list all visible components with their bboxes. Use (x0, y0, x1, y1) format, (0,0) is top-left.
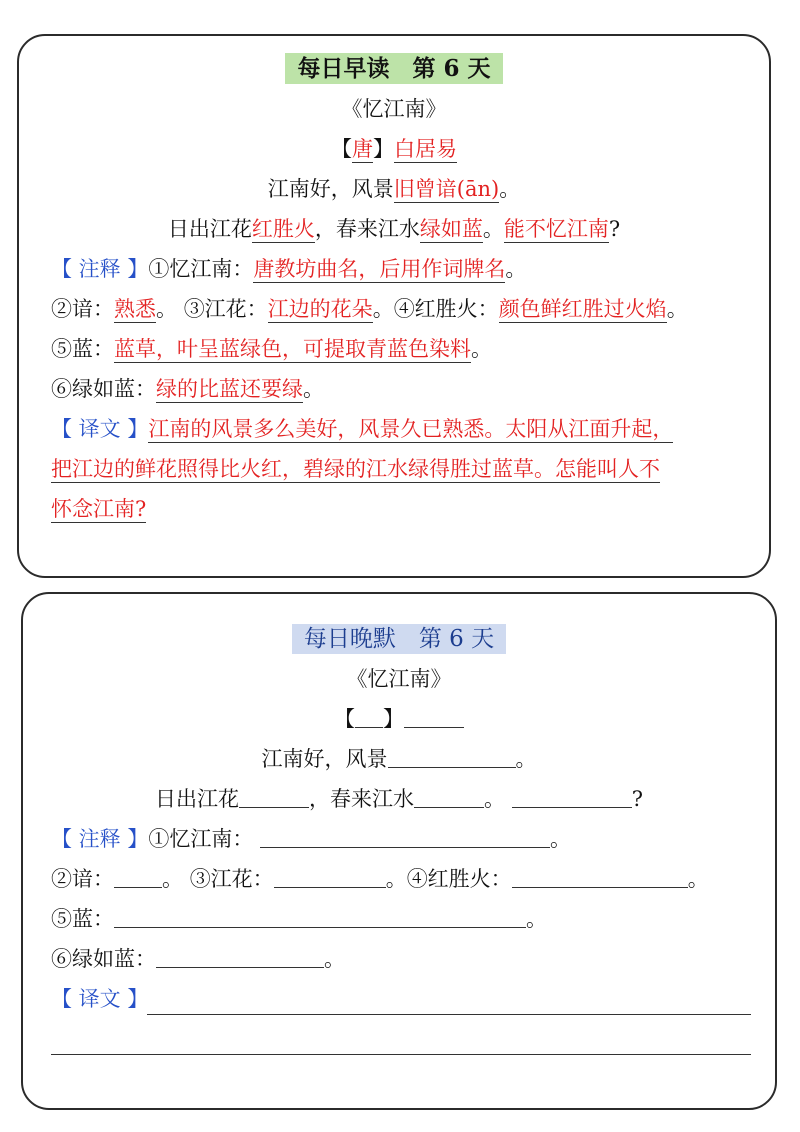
translation-3: 怀念江南? (51, 497, 147, 521)
answer-blank[interactable] (156, 947, 324, 968)
author-blank[interactable] (404, 707, 464, 728)
note-2-4: ②谙：熟悉。 ③江花：江边的花朵。④红胜火：颜色鲜红胜过火焰。 (51, 297, 688, 321)
poem-title: 《忆江南》 (341, 97, 447, 121)
translation-line (51, 984, 148, 1014)
note-6: ⑥绿如蓝：绿的比蓝还要绿。 (51, 377, 324, 401)
translation-label: 【 译文 】 (51, 417, 149, 441)
author-line: 【唐】白居易 (331, 137, 457, 161)
dynasty: 唐 (352, 137, 373, 161)
note-6: ⑥绿如蓝： 。 (51, 947, 345, 971)
author-name: 白居易 (394, 137, 457, 161)
note-label: 【 注释 】 (51, 257, 149, 281)
answer-blank[interactable] (274, 867, 386, 888)
note-1: 【 注释 】①忆江南：唐教坊曲名，后用作词牌名。 (51, 257, 527, 281)
answer-blank[interactable] (260, 827, 550, 848)
poem-line-1: 江南好，风景 。 (261, 747, 537, 771)
answer-blank[interactable] (239, 787, 309, 808)
note-5: ⑤蓝： 。 (51, 907, 547, 931)
poem-line-1: 江南好，风景旧曾谙(ān)。 (267, 177, 521, 201)
dynasty-blank[interactable] (355, 707, 383, 728)
translation-2: 把江边的鲜花照得比火红，碧绿的江水绿得胜过蓝草。怎能叫人不 (51, 457, 660, 481)
poem-title: 《忆江南》 (346, 667, 452, 691)
answer-blank[interactable] (414, 787, 484, 808)
note-5: ⑤蓝：蓝草，叶呈蓝绿色，可提取青蓝色染料。 (51, 337, 492, 361)
card-title: 每日早读 第 6 天 (19, 54, 769, 84)
morning-reading-card (17, 34, 771, 578)
evening-dictation-card (21, 592, 777, 1110)
translation-blank[interactable] (147, 1014, 751, 1015)
answer-blank[interactable] (512, 867, 688, 888)
poem-line-2: 日出江花红胜火，春来江水绿如蓝。能不忆江南? (167, 217, 621, 241)
poem-line-2: 日出江花 ，春来江水 。 ? (155, 787, 643, 811)
note-label: 【 注释 】 (51, 827, 149, 851)
answer-blank[interactable] (114, 867, 162, 888)
author-line: 【 】 (23, 704, 775, 734)
card-title: 每日晚默 第 6 天 (23, 624, 775, 654)
answer-blank[interactable] (114, 907, 526, 928)
answer-blank[interactable] (512, 787, 632, 808)
translation-1: 【 译文 】江南的风景多么美好，风景久已熟悉。太阳从江面升起， (51, 417, 674, 441)
note-2-4: ②谙： 。 ③江花： 。④红胜火： 。 (51, 867, 709, 891)
answer-blank[interactable] (388, 747, 516, 768)
note-1: 【 注释 】①忆江南： 。 (51, 827, 572, 851)
translation-blank[interactable] (51, 1054, 751, 1055)
translation-label: 【 译文 】 (51, 987, 149, 1011)
